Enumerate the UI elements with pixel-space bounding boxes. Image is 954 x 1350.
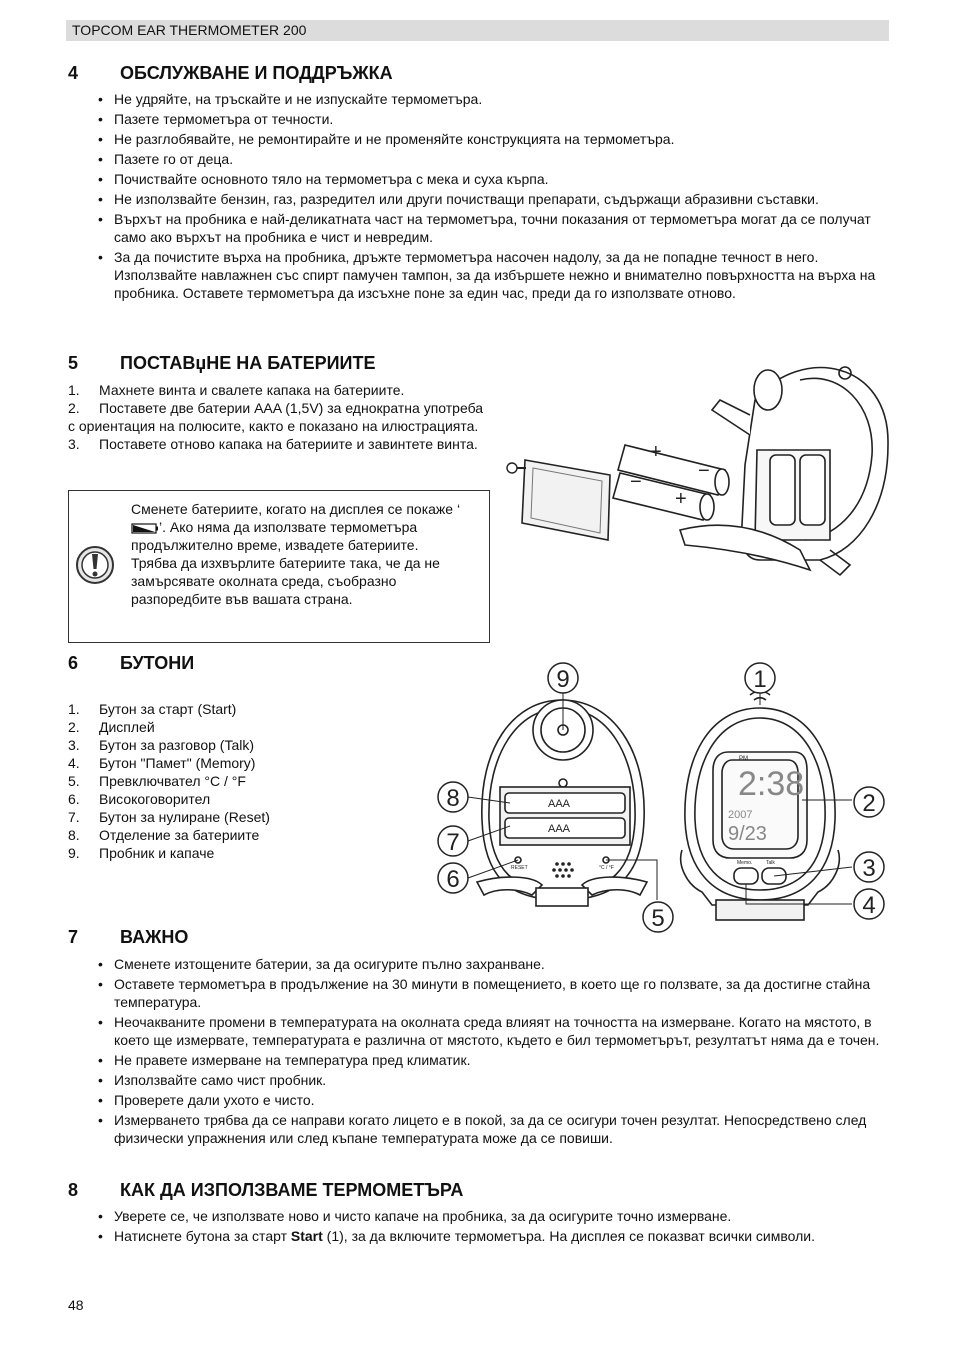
item-number: 1. — [68, 701, 80, 717]
list-item — [68, 754, 270, 772]
section-number: 6 — [68, 653, 79, 673]
callout-8 — [438, 782, 468, 812]
item-number: 5. — [68, 773, 80, 789]
item-text: Пробник и капаче — [99, 845, 215, 861]
usage-list — [98, 1207, 848, 1247]
thermometer-front-view — [681, 691, 840, 920]
item-number: 3. — [68, 737, 80, 753]
item-number: 2. — [68, 719, 80, 735]
reset-label: RESET — [511, 865, 528, 871]
note-text-part: ’. Ако няма да използвате термометъра продължително време, извадете батериите. — [131, 519, 419, 553]
list-item: • Пазете го от деца. — [98, 150, 890, 168]
callout-number: 1 — [753, 666, 767, 693]
buttons-list — [68, 700, 270, 862]
list-item — [98, 1227, 848, 1245]
memo-label: Memo. — [737, 860, 753, 866]
battery-label: AAA — [548, 823, 571, 835]
note-text: Трябва да изхвърлите батериите така, че да не замърсявате околната среда, съобразно разпоредбите във вашата страна. — [131, 555, 440, 607]
list-item: • Не правете измерване на температура пред климатик. — [98, 1051, 890, 1069]
list-item — [68, 844, 270, 862]
list-item: • Използвайте само чист пробник. — [98, 1071, 890, 1089]
list-item — [68, 700, 270, 718]
low-battery-icon — [131, 523, 159, 534]
callout-6 — [438, 863, 468, 893]
screw-icon — [507, 463, 526, 473]
page-header-bar — [66, 20, 889, 41]
callout-number: 5 — [651, 905, 665, 932]
svg-text:−: − — [630, 471, 642, 493]
step-number: 3. — [68, 436, 80, 452]
item-number: 4. — [68, 755, 80, 771]
callout-number: 6 — [446, 866, 460, 893]
step-text: Поставете отново капака на батериите и завинтете винта. — [99, 436, 478, 452]
step-text: Махнете винта и свалете капака на батериите. — [99, 382, 405, 398]
section-6-heading — [68, 653, 194, 674]
battery-label: AAA — [548, 798, 571, 810]
svg-text:+: + — [650, 441, 662, 463]
section-number: 7 — [68, 927, 79, 947]
callout-number: 7 — [446, 829, 460, 856]
list-item — [68, 435, 492, 453]
step-number: 1. — [68, 382, 80, 398]
callout-number: 2 — [862, 790, 876, 817]
list-item — [68, 772, 270, 790]
talk-label: Talk — [766, 860, 775, 866]
section-number: 4 — [68, 63, 79, 83]
list-item: • Уверете се, че използвате ново и чисто капаче на пробника, за да осигурите точно измерване. — [98, 1207, 848, 1225]
start-button-reference: Start — [290, 1228, 323, 1244]
item-text: Дисплей — [99, 719, 155, 735]
list-item — [68, 736, 270, 754]
item-text: Превключвател °C / °F — [99, 773, 246, 789]
battery-cover — [522, 460, 610, 540]
section-5-heading — [68, 353, 375, 374]
item-number: 8. — [68, 827, 80, 843]
item-text: Бутон за разговор (Talk) — [99, 737, 255, 753]
unit-switch-label: °C / °F — [599, 865, 614, 871]
list-item: • Сменете изтощените батерии, за да осигурите пълно захранване. — [98, 955, 890, 973]
item-number: 7. — [68, 809, 80, 825]
section-title: КАК ДА ИЗПОЛЗВАМЕ ТЕРМОМЕТЪРА — [120, 1180, 464, 1200]
callout-5 — [643, 902, 673, 932]
list-item: • Върхът на пробника е най-деликатната част на термометъра, точни показания от термометъра могат да се получат само ако върхът на пробника е чист и невредим. — [98, 210, 890, 246]
section-title: ОБСЛУЖВАНЕ И ПОДДРЪЖКА — [120, 63, 393, 83]
list-item — [68, 790, 270, 808]
pm-label: PM — [739, 756, 748, 762]
note-text-part: Сменете батериите, когато на дисплея се покаже ‘ — [131, 501, 461, 517]
display-time: 2:38 — [738, 765, 805, 803]
list-item — [68, 808, 270, 826]
list-item: • Проверете дали ухото е чисто. — [98, 1091, 890, 1109]
list-item — [68, 826, 270, 844]
list-item: • Измерването трябва да се направи когато лицето е в покой, за да се осигури точен резултат. Непосредствено след физически упражнения или след къпане температурата може да се повиши. — [98, 1111, 890, 1147]
item-text: Бутон за старт (Start) — [99, 701, 237, 717]
important-list — [98, 955, 890, 1149]
item-number: 6. — [68, 791, 80, 807]
step-number: 2. — [68, 400, 80, 416]
item-text-part: Натиснете бутона за старт — [114, 1228, 291, 1244]
callout-number: 8 — [446, 785, 460, 812]
section-number: 5 — [68, 353, 79, 373]
list-item: • Почиствайте основното тяло на термометъра с мека и суха кърпа. — [98, 170, 890, 188]
callout-1 — [745, 663, 775, 693]
list-item: • Не разглобявайте, не ремонтирайте и не променяйте конструкцията на термометъра. — [98, 130, 890, 148]
svg-text:−: − — [698, 460, 710, 482]
svg-text:+: + — [675, 488, 687, 510]
callout-number: 3 — [862, 855, 876, 882]
section-title: ПОСТАВџНЕ НА БАТЕРИИТЕ — [120, 353, 376, 373]
section-8-heading — [68, 1180, 463, 1201]
display-date: 9/23 — [728, 823, 767, 845]
callout-7 — [438, 826, 468, 856]
callout-9 — [548, 663, 578, 693]
item-text: Високоговорител — [99, 791, 211, 807]
page-number: 48 — [68, 1297, 84, 1313]
list-item: • Неочакваните промени в температурата на околната среда влияят на точността на измерване. Когато на мястото, в което ще измервате, температурата е различна от мястото, където е бил термометърът, резултатът няма да е точен. — [98, 1013, 890, 1049]
step-text: Поставете две батерии AAA (1,5V) за еднократна употреба с ориентация на полюсите, както е показано на илюстрацията. — [68, 400, 484, 434]
note-box — [68, 490, 490, 643]
callout-number: 4 — [862, 892, 876, 919]
list-item: • Пазете термометъра от течности. — [98, 110, 890, 128]
section-title: ВАЖНО — [120, 927, 189, 947]
buttons-diagram — [432, 660, 892, 940]
item-text: Бутон "Памет" (Memory) — [99, 755, 256, 771]
section-7-heading — [68, 927, 188, 948]
list-item: • Не удряйте, на тръскайте и не изпускайте термометъра. — [98, 90, 890, 108]
list-item: • За да почистите върха на пробника, дръжте термометъра насочен надолу, за да не попадне течност в него. Използвайте навлажнен със спирт памучен тампон, за да избършете нежно и внимателно повърхността на върха на пробника. Оставете термометъра да изсъхне поне за един час, преди да го използвате отново. — [98, 248, 890, 302]
section-4-heading — [68, 63, 393, 84]
callout-number: 9 — [556, 666, 570, 693]
item-text-part: (1), за да включите термометъра. На дисплея се показват всички символи. — [322, 1228, 816, 1244]
list-item: • Оставете термометъра в продължение на 30 минути в помещението, в което ще го ползвате, за да достигне стайна температура. — [98, 975, 890, 1011]
section-number: 8 — [68, 1180, 79, 1200]
maintenance-list — [98, 90, 890, 304]
list-item — [68, 399, 492, 435]
note-text — [131, 500, 476, 554]
callout-4 — [854, 889, 884, 919]
item-number: 9. — [68, 845, 80, 861]
battery-insertion-illustration — [500, 355, 890, 585]
item-text: Отделение за батериите — [99, 827, 260, 843]
list-item — [68, 381, 492, 399]
header-title: TOPCOM EAR THERMOMETER 200 — [72, 22, 307, 38]
item-text: Бутон за нулиране (Reset) — [99, 809, 270, 825]
list-item — [68, 718, 270, 736]
section-title: БУТОНИ — [120, 653, 195, 673]
callout-3 — [854, 852, 884, 882]
display-year: 2007 — [728, 809, 753, 821]
callout-2 — [854, 787, 884, 817]
warning-icon — [75, 545, 115, 585]
list-item: • Не използвайте бензин, газ, разредител или други почистващи препарати, съдържащи абразивни съставки. — [98, 190, 890, 208]
battery-steps — [68, 381, 492, 453]
